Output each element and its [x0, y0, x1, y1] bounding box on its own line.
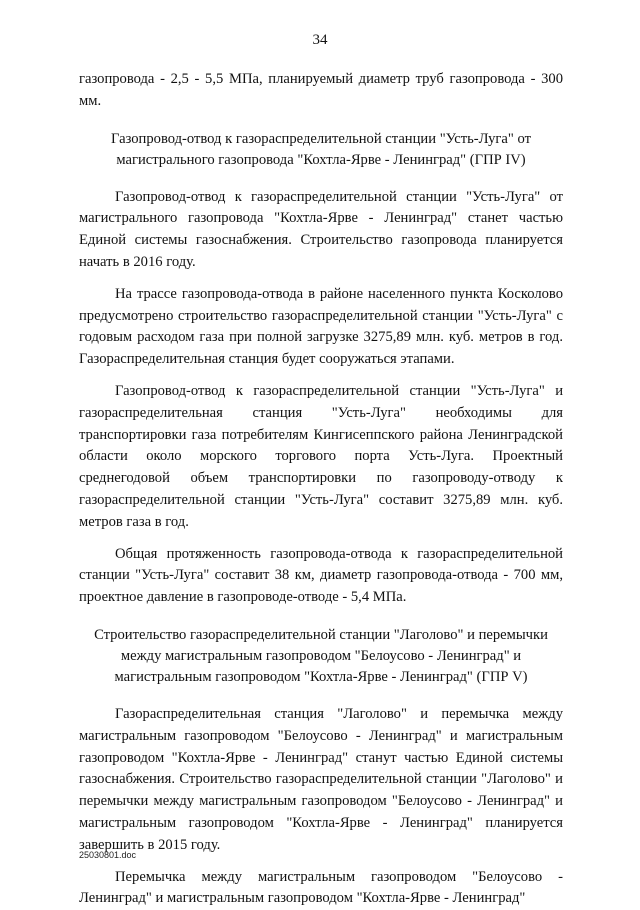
paragraph: Газораспределительная станция "Лаголово" и перемычка между магистральным газопроводом "Белоусово - Ленинград" и магистральным газопроводом "Кохтла-Ярве - Ленинград" станут частью Единой системы газоснабжения. Строительство газораспределительной станции "Лаголово" и перемычки между магистральным газопроводом "Белоусово - Ленинград" и магистральным газопроводом "Кохтла-Ярве - Ленинград" планируется завершить в 2015 году.	[79, 705, 563, 853]
section-heading-lagolovo: Строительство газораспределительной станции "Лаголово" и перемычки между магистральным газопроводом "Белоусово - Ленинград" и магистральным газопроводом "Кохтла-Ярве - Ленинград" (ГПР V)	[94, 626, 548, 685]
paragraph-continuation: газопровода - 2,5 - 5,5 МПа, планируемый диаметр труб газопровода - 300 мм.	[79, 71, 563, 109]
paragraph: Газопровод-отвод к газораспределительной станции "Усть-Луга" и газораспределительная станция "Усть-Луга" необходимы для транспортировки газа потребителям Кингисеппского района Ленинградской области около морского торгового порта Усть-Луга. Проектный среднегодовой объем транспортировки по газопроводу-отводу к газораспределительной станции "Усть-Луга" составит 3275,89 млн. куб. метров газа в год.	[79, 382, 563, 530]
section-heading-ust-luga: Газопровод-отвод к газораспределительной станции "Усть-Луга" от магистрального газопровода "Кохтла-Ярве - Ленинград" (ГПР IV)	[111, 130, 531, 168]
file-name-footer: 25030801.doc	[79, 850, 137, 860]
paragraph: На трассе газопровода-отвода в районе населенного пункта Косколово предусмотрено строительство газораспределительной станции "Усть-Луга" с годовым расходом газа при полной загрузке 3275,89 млн. куб. метров в год. Газораспределительная станция будет сооружаться этапами.	[79, 285, 563, 368]
document-body	[79, 69, 563, 910]
paragraph: Общая протяженность газопровода-отвода к газораспределительной станции "Усть-Луга" составит 38 км, диаметр газопровода-отвода - 700 мм, проектное давление в газопроводе-отводе - 5,4 МПа.	[79, 545, 563, 606]
paragraph: Перемычка между магистральным газопроводом "Белоусово - Ленинград" и магистральным газопроводом "Кохтла-Ярве - Ленинград"	[79, 868, 563, 907]
page-number: 34	[312, 32, 328, 48]
paragraph: Газопровод-отвод к газораспределительной станции "Усть-Луга" от магистрального газопровода "Кохтла-Ярве - Ленинград" станет частью Единой системы газоснабжения. Строительство газопровода планируется начать в 2016 году.	[79, 188, 563, 270]
